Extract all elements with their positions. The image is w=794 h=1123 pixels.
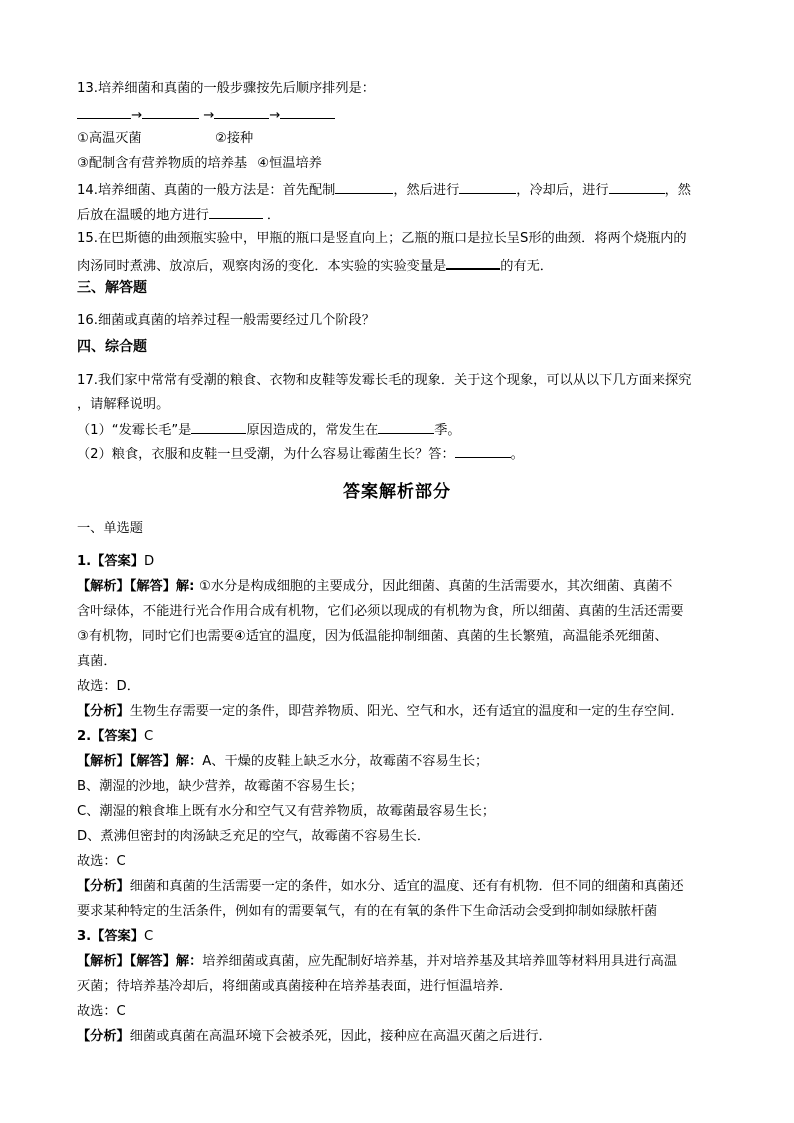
- q14-blank-2[interactable]: [459, 180, 516, 194]
- arrow-icon: →: [269, 108, 281, 123]
- a2-explain-line-1: 【解析】【解答】解：A、干燥的皮鞋上缺乏水分，故霉菌不容易生长；: [77, 754, 489, 769]
- answer-section-title: 答案解析部分: [343, 482, 451, 502]
- q17-blank-2[interactable]: [378, 420, 434, 434]
- q13-blank-4[interactable]: [280, 105, 335, 119]
- q15-blank[interactable]: [446, 255, 500, 270]
- a2-explain-line-2: B、潮湿的沙地，缺少营养，故霉菌不容易生长；: [77, 779, 363, 794]
- q17-line-1: 17.我们家中常常有受潮的粮食、衣物和皮鞋等发霉长毛的现象．关于这个现象，可以从以下几方面来探究: [77, 373, 692, 388]
- a2-explain-line-4: D、煮沸但密封的肉汤缺乏充足的空气，故霉菌不容易生长．: [77, 829, 431, 844]
- q13-stem: 13.培养细菌和真菌的一般步骤按先后顺序排列是：: [77, 81, 375, 96]
- a1-analysis: 【分析】生物生存需要一定的条件，即营养物质、阳光、空气和水，还有适宜的温度和一定的生存空间．: [77, 704, 684, 719]
- a3-choice: 故选：C: [77, 1004, 126, 1019]
- a3-explain-line-1: 【解析】【解答】解：培养细菌或真菌，应先配制好培养基，并对培养基及其培养皿等材料用具进行高温: [77, 954, 678, 969]
- arrow-icon: →: [203, 108, 215, 123]
- q15-line-2: 肉汤同时煮沸、放凉后，观察肉汤的变化．本实验的实验变量是 的有无．: [77, 255, 553, 276]
- a3-explain-line-2: 灭菌；待培养基冷却后，将细菌或真菌接种在培养基表面，进行恒温培养．: [77, 979, 513, 994]
- section-heading-1: 一、单选题: [77, 521, 143, 536]
- arrow-icon: →: [131, 108, 143, 123]
- a1-explain-line-2: 含叶绿体，不能进行光合作用合成有机物，它们必须以现成的有机物为食，所以细菌、真菌的生活还需要: [77, 604, 684, 619]
- q17-line-2: ，请解释说明。: [77, 397, 170, 412]
- q17-sub-1: （1）“发霉长毛”是 原因造成的，常发生在 季。: [77, 420, 461, 440]
- a1-answer: 1.【答案】D: [77, 554, 155, 569]
- q17-blank-3[interactable]: [455, 444, 511, 458]
- a2-analysis-line-1: 【分析】细菌和真菌的生活需要一定的条件，如水分、适宜的温度、还有有机物．但不同的细菌和真菌还: [77, 879, 684, 894]
- a3-answer: 3.【答案】C: [77, 929, 154, 944]
- section-heading-4: 四、综合题: [77, 339, 147, 355]
- a2-choice: 故选：C: [77, 854, 126, 869]
- q13-options-row-1: [77, 130, 254, 148]
- a3-analysis: 【分析】细菌或真菌在高温环境下会被杀死，因此，接种应在高温灭菌之后进行．: [77, 1029, 552, 1044]
- q13-sequence-blanks: [77, 105, 335, 125]
- section-heading-3: 三、解答题: [77, 280, 147, 296]
- a2-analysis-line-2: 要求某种特定的生活条件，例如有的需要氧气，有的在有氧的条件下生命活动会受到抑制如绿脓杆菌: [77, 904, 658, 919]
- a2-explain-line-3: C、潮湿的粮食堆上既有水分和空气又有营养物质，故霉菌最容易生长；: [77, 804, 496, 819]
- a1-choice: 故选：D．: [77, 679, 140, 694]
- q14-blank-3[interactable]: [609, 180, 665, 194]
- q15-line-1: 15.在巴斯德的曲颈瓶实验中，甲瓶的瓶口是竖直向上；乙瓶的瓶口是拉长呈S形的曲颈．将两个烧瓶内的: [77, 231, 687, 246]
- q17-sub-2: （2）粮食，衣服和皮鞋一旦受潮，为什么容易让霉菌生长？答： 。: [77, 444, 524, 464]
- q14-blank-4[interactable]: [209, 205, 263, 219]
- q14-blank-1[interactable]: [335, 180, 393, 194]
- q14-line-1: 14.培养细菌、真菌的一般方法是：首先配制 ，然后进行 ，冷却后，进行 ，然: [77, 180, 691, 200]
- a1-explain-line-1: 【解析】【解答】解: ①水分是构成细胞的主要成分，因此细菌、真菌的生活需要水，其次细菌、真菌不: [77, 579, 673, 594]
- q16-text: 16.细菌或真菌的培养过程一般需要经过几个阶段？: [77, 313, 375, 328]
- q13-blank-1[interactable]: [77, 105, 131, 119]
- q17-blank-1[interactable]: [191, 420, 246, 434]
- a1-explain-line-4: 真菌．: [77, 654, 117, 669]
- q13-option-1: ①高温灭菌: [77, 131, 142, 146]
- q14-line-2: 后放在温暖的地方进行 ．: [77, 205, 280, 225]
- q13-options-row-2: [77, 155, 322, 173]
- a2-answer: 2.【答案】C: [77, 729, 154, 744]
- q13-blank-2[interactable]: [142, 105, 199, 119]
- a1-explain-line-3: ③有机物，同时它们也需要④适宜的温度，因为低温能抑制细菌、真菌的生长繁殖，高温能杀死细菌、: [77, 629, 668, 644]
- q13-blank-3[interactable]: [214, 105, 269, 119]
- q13-option-4: ④恒温培养: [257, 156, 322, 171]
- q13-option-2: ②接种: [215, 131, 254, 146]
- q13-option-3: ③配制含有营养物质的培养基: [77, 156, 248, 171]
